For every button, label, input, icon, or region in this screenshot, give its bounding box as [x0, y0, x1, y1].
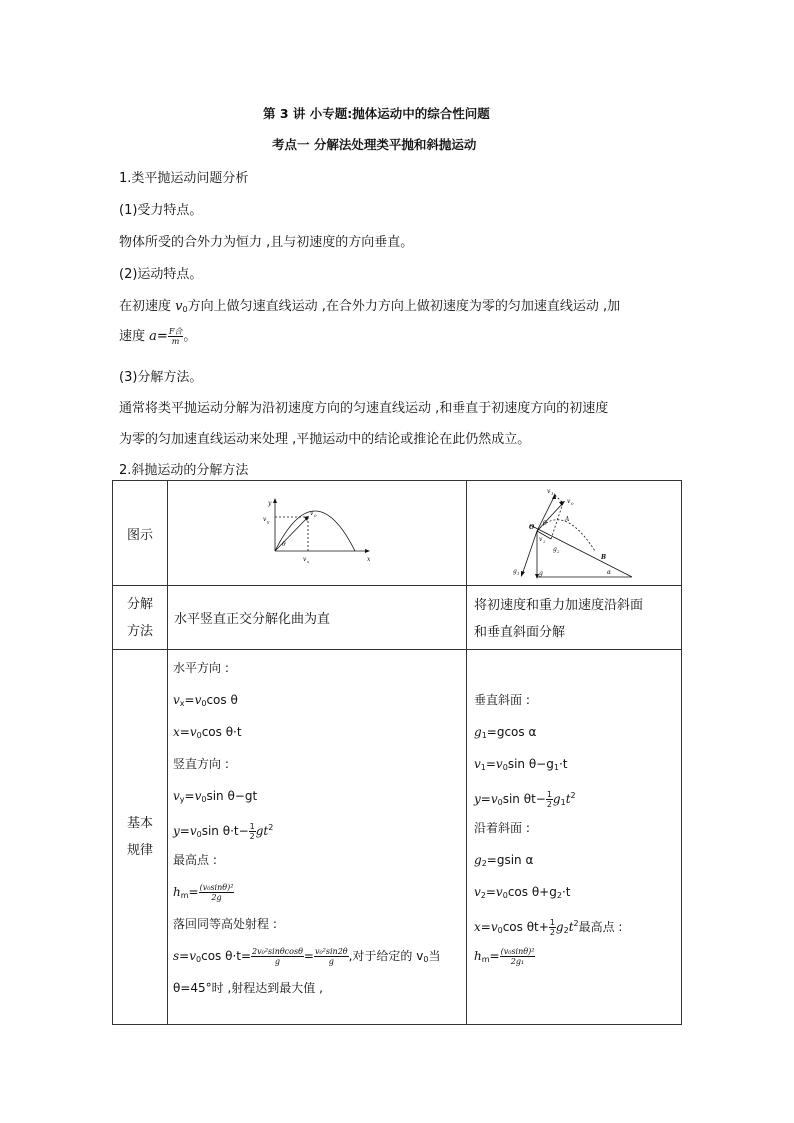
subscript: 0	[201, 795, 207, 804]
fraction-numerator: v₀²sin2θ	[314, 947, 348, 956]
subscript: 0	[182, 305, 188, 314]
fraction-denominator: 2g	[211, 893, 222, 902]
method-text	[474, 592, 681, 646]
symbol: x=v	[173, 725, 197, 739]
text: =gcos α	[486, 725, 537, 739]
method-line: 和垂直斜面分解	[474, 625, 566, 640]
g1-label-sub: 1	[517, 571, 520, 576]
text: 最高点 :	[578, 920, 623, 934]
paragraph	[119, 295, 620, 314]
symbol: h	[474, 949, 482, 963]
subscript: 1	[480, 763, 486, 772]
fraction-numerator: 1	[546, 790, 552, 799]
row-label-line: 方法	[126, 623, 153, 639]
text: 。	[183, 329, 197, 344]
text: sin θt−	[502, 792, 546, 806]
text: 方向上做匀速直线运动 ,在合外力方向上做初速度为零的匀加速直线运动 ,加	[187, 299, 621, 314]
subscript: y	[179, 795, 185, 804]
subscript: 0	[196, 955, 202, 964]
vx-label-sub: x	[307, 559, 310, 564]
formula-line	[474, 748, 681, 780]
text: cos θ	[206, 693, 238, 707]
formula-list	[173, 650, 466, 1004]
v0-label-sub: 0	[314, 513, 317, 518]
text: ,对于给定的 v	[348, 949, 424, 963]
symbol: t	[568, 920, 574, 934]
text: =gsin α	[486, 853, 534, 867]
symbol: =v	[184, 693, 202, 707]
formula-line	[474, 876, 681, 908]
subscript: 0	[502, 763, 508, 772]
row-label	[113, 810, 167, 864]
subscript: 2	[556, 891, 562, 900]
text: 在初速度	[119, 299, 176, 314]
paragraph-title: (2)运动特点。	[119, 267, 203, 282]
formula-line	[173, 940, 466, 972]
table-cell	[113, 650, 168, 1025]
formula-line	[474, 780, 681, 812]
point-label: O	[529, 524, 535, 531]
fraction	[500, 947, 536, 966]
symbol: v	[173, 693, 180, 707]
fraction	[199, 883, 235, 902]
flat-projectile-diagram	[168, 481, 466, 585]
subscript: 0	[196, 830, 202, 839]
row-label-line: 基本	[126, 816, 153, 831]
symbol: v	[474, 757, 481, 771]
subscript: 0	[497, 798, 503, 807]
text: 当	[428, 949, 441, 963]
fraction-numerator: (v₀sinθ)²	[199, 883, 234, 892]
row-label-line: 分解	[126, 596, 153, 612]
decomposition-table	[112, 480, 682, 1025]
symbol: t	[565, 792, 571, 806]
text: cos θ·t	[201, 725, 242, 739]
method-line: 将初速度和重力加速度沿斜面	[474, 598, 644, 613]
fraction-numerator: 1	[549, 918, 555, 927]
inclined-projectile-diagram	[467, 481, 681, 585]
symbol: x=v	[474, 920, 498, 934]
alpha-label: α	[607, 569, 612, 576]
paragraph-title: (1)受力特点。	[119, 203, 203, 218]
row-label	[113, 591, 167, 645]
subscript: 0	[497, 926, 503, 935]
formula-line: 竖直方向 :	[173, 757, 229, 771]
section-heading: 2.斜抛运动的分解方法	[119, 463, 249, 478]
v1-label: v	[547, 488, 551, 495]
section-heading: 1.类平抛运动问题分析	[119, 171, 249, 186]
symbol: a	[149, 329, 157, 344]
fraction	[546, 790, 553, 809]
v0-label-sub: 0	[571, 501, 574, 506]
paragraph	[119, 325, 196, 346]
v2-label-sub: 2	[543, 539, 546, 544]
table-cell	[168, 650, 467, 1025]
paragraph: 物体所受的合外力为恒力 ,且与初速度的方向垂直。	[119, 235, 414, 250]
formula-line: 最高点 :	[173, 853, 217, 867]
formula-line: 水平方向 :	[173, 661, 229, 675]
fraction	[549, 918, 556, 937]
fraction-denominator: g	[274, 957, 281, 966]
text: ·t	[561, 885, 571, 899]
fraction-numerator: 2v₀²sinθcosθ	[252, 947, 303, 956]
method-text: 水平竖直正交分解化曲为直	[174, 612, 331, 627]
v0-label: v	[567, 498, 571, 505]
vx-label: v	[303, 556, 307, 563]
section-title: 考点一 分解法处理类平抛和斜抛运动	[272, 137, 477, 152]
table-cell	[113, 586, 168, 650]
symbol: gt	[255, 824, 269, 838]
formula-line	[173, 812, 466, 844]
g2-label-sub: 2	[557, 549, 560, 554]
subscript: 2	[481, 859, 487, 868]
v1-label-sub: 1	[551, 491, 554, 496]
fraction-denominator: 2	[249, 832, 255, 841]
table-cell	[168, 481, 467, 586]
text: =	[303, 949, 314, 963]
text: sin θ−gt	[206, 789, 258, 803]
text: sin θ·t−	[201, 824, 249, 838]
superscript: 2	[268, 823, 274, 832]
fraction-denominator: m	[171, 337, 180, 346]
paragraph: 为零的匀加速直线运动来处理 ,平抛运动中的结论或推论在此仍然成立。	[119, 432, 531, 447]
text: cos θ·t=	[201, 949, 252, 963]
formula-line	[173, 716, 466, 748]
symbol: v	[175, 299, 183, 314]
text: sin θ−g	[507, 757, 554, 771]
formula-line	[474, 844, 681, 876]
fraction-denominator: 2	[546, 800, 552, 809]
superscript: 2	[573, 919, 579, 928]
symbol: v	[474, 885, 481, 899]
formula-line	[474, 940, 681, 972]
table-cell	[467, 650, 682, 1025]
table-cell	[467, 481, 682, 586]
text: =	[156, 329, 168, 344]
subscript: 0	[196, 731, 202, 740]
theta-label: θ	[543, 520, 547, 527]
text: ·t	[558, 757, 568, 771]
table-cell	[467, 586, 682, 650]
subscript: 2	[563, 926, 569, 935]
table-cell	[113, 481, 168, 586]
paragraph-title: (3)分解方法。	[119, 370, 203, 385]
text: cos θ+g	[507, 885, 557, 899]
text: =	[489, 949, 500, 963]
symbol: y=v	[474, 792, 498, 806]
table-cell	[168, 586, 467, 650]
symbol: =v	[184, 789, 202, 803]
formula-line	[173, 684, 466, 716]
symbol: s=v	[173, 949, 196, 963]
symbol: g	[474, 853, 482, 867]
symbol: =v	[485, 757, 503, 771]
point-label: A	[565, 516, 570, 523]
subscript: m	[180, 891, 189, 900]
text: 速度	[119, 329, 150, 344]
g1-label: g	[513, 568, 517, 575]
vy-label: v	[263, 516, 267, 523]
axis-label: y	[268, 500, 272, 507]
symbol: g	[552, 792, 561, 806]
subscript: 0	[423, 955, 429, 964]
formula-line	[474, 908, 681, 940]
subscript: x	[179, 699, 185, 708]
symbol: =v	[485, 885, 503, 899]
formula-line	[173, 780, 466, 812]
formula-line: 垂直斜面 :	[474, 693, 530, 707]
g2-label: g	[553, 546, 557, 553]
formula-line	[474, 716, 681, 748]
fraction-denominator: 2g₁	[510, 957, 525, 966]
text: cos θt+	[502, 920, 549, 934]
page-title: 第 3 讲 小专题:抛体运动中的综合性问题	[263, 106, 490, 121]
theta-label: θ	[282, 541, 286, 548]
symbol: v	[173, 789, 180, 803]
text: =	[188, 885, 199, 899]
symbol: h	[173, 885, 181, 899]
v0-label: v	[310, 510, 314, 517]
formula-list	[474, 650, 681, 972]
fraction-numerator: 1	[249, 822, 255, 831]
subscript: 0	[201, 699, 207, 708]
fraction-numerator: F合	[168, 327, 183, 336]
subscript: 2	[480, 891, 486, 900]
vy-label-sub: y	[267, 519, 270, 524]
symbol: y=v	[173, 824, 197, 838]
point-label: B	[601, 554, 607, 561]
row-label-line: 规律	[126, 843, 153, 858]
fraction-denominator: g	[328, 957, 334, 966]
formula-line: 沿着斜面 :	[474, 821, 530, 835]
fraction	[251, 947, 304, 966]
subscript: 1	[560, 798, 566, 807]
paragraph: 通常将类平抛运动分解为沿初速度方向的匀速直线运动 ,和垂直于初速度方向的初速度	[119, 401, 609, 416]
g-label: g	[539, 570, 543, 577]
fraction	[249, 822, 256, 841]
formula-line	[173, 876, 466, 908]
axis-label: x	[367, 556, 371, 563]
subscript: 0	[502, 891, 508, 900]
fraction	[168, 327, 184, 346]
symbol: g	[474, 725, 482, 739]
v2-label: v	[539, 536, 543, 543]
subscript: 1	[481, 731, 487, 740]
symbol: g	[555, 920, 564, 934]
formula-line: θ=45°时 ,射程达到最大值 ,	[173, 981, 323, 995]
fraction	[314, 947, 349, 966]
formula-line: 落回同等高处射程 :	[173, 917, 277, 931]
superscript: 2	[570, 791, 576, 800]
fraction-numerator: (v₀sinθ)²	[500, 947, 535, 956]
row-label: 图示	[126, 527, 153, 543]
subscript: m	[481, 955, 490, 964]
fraction-denominator: 2	[549, 928, 555, 937]
subscript: 1	[553, 763, 559, 772]
